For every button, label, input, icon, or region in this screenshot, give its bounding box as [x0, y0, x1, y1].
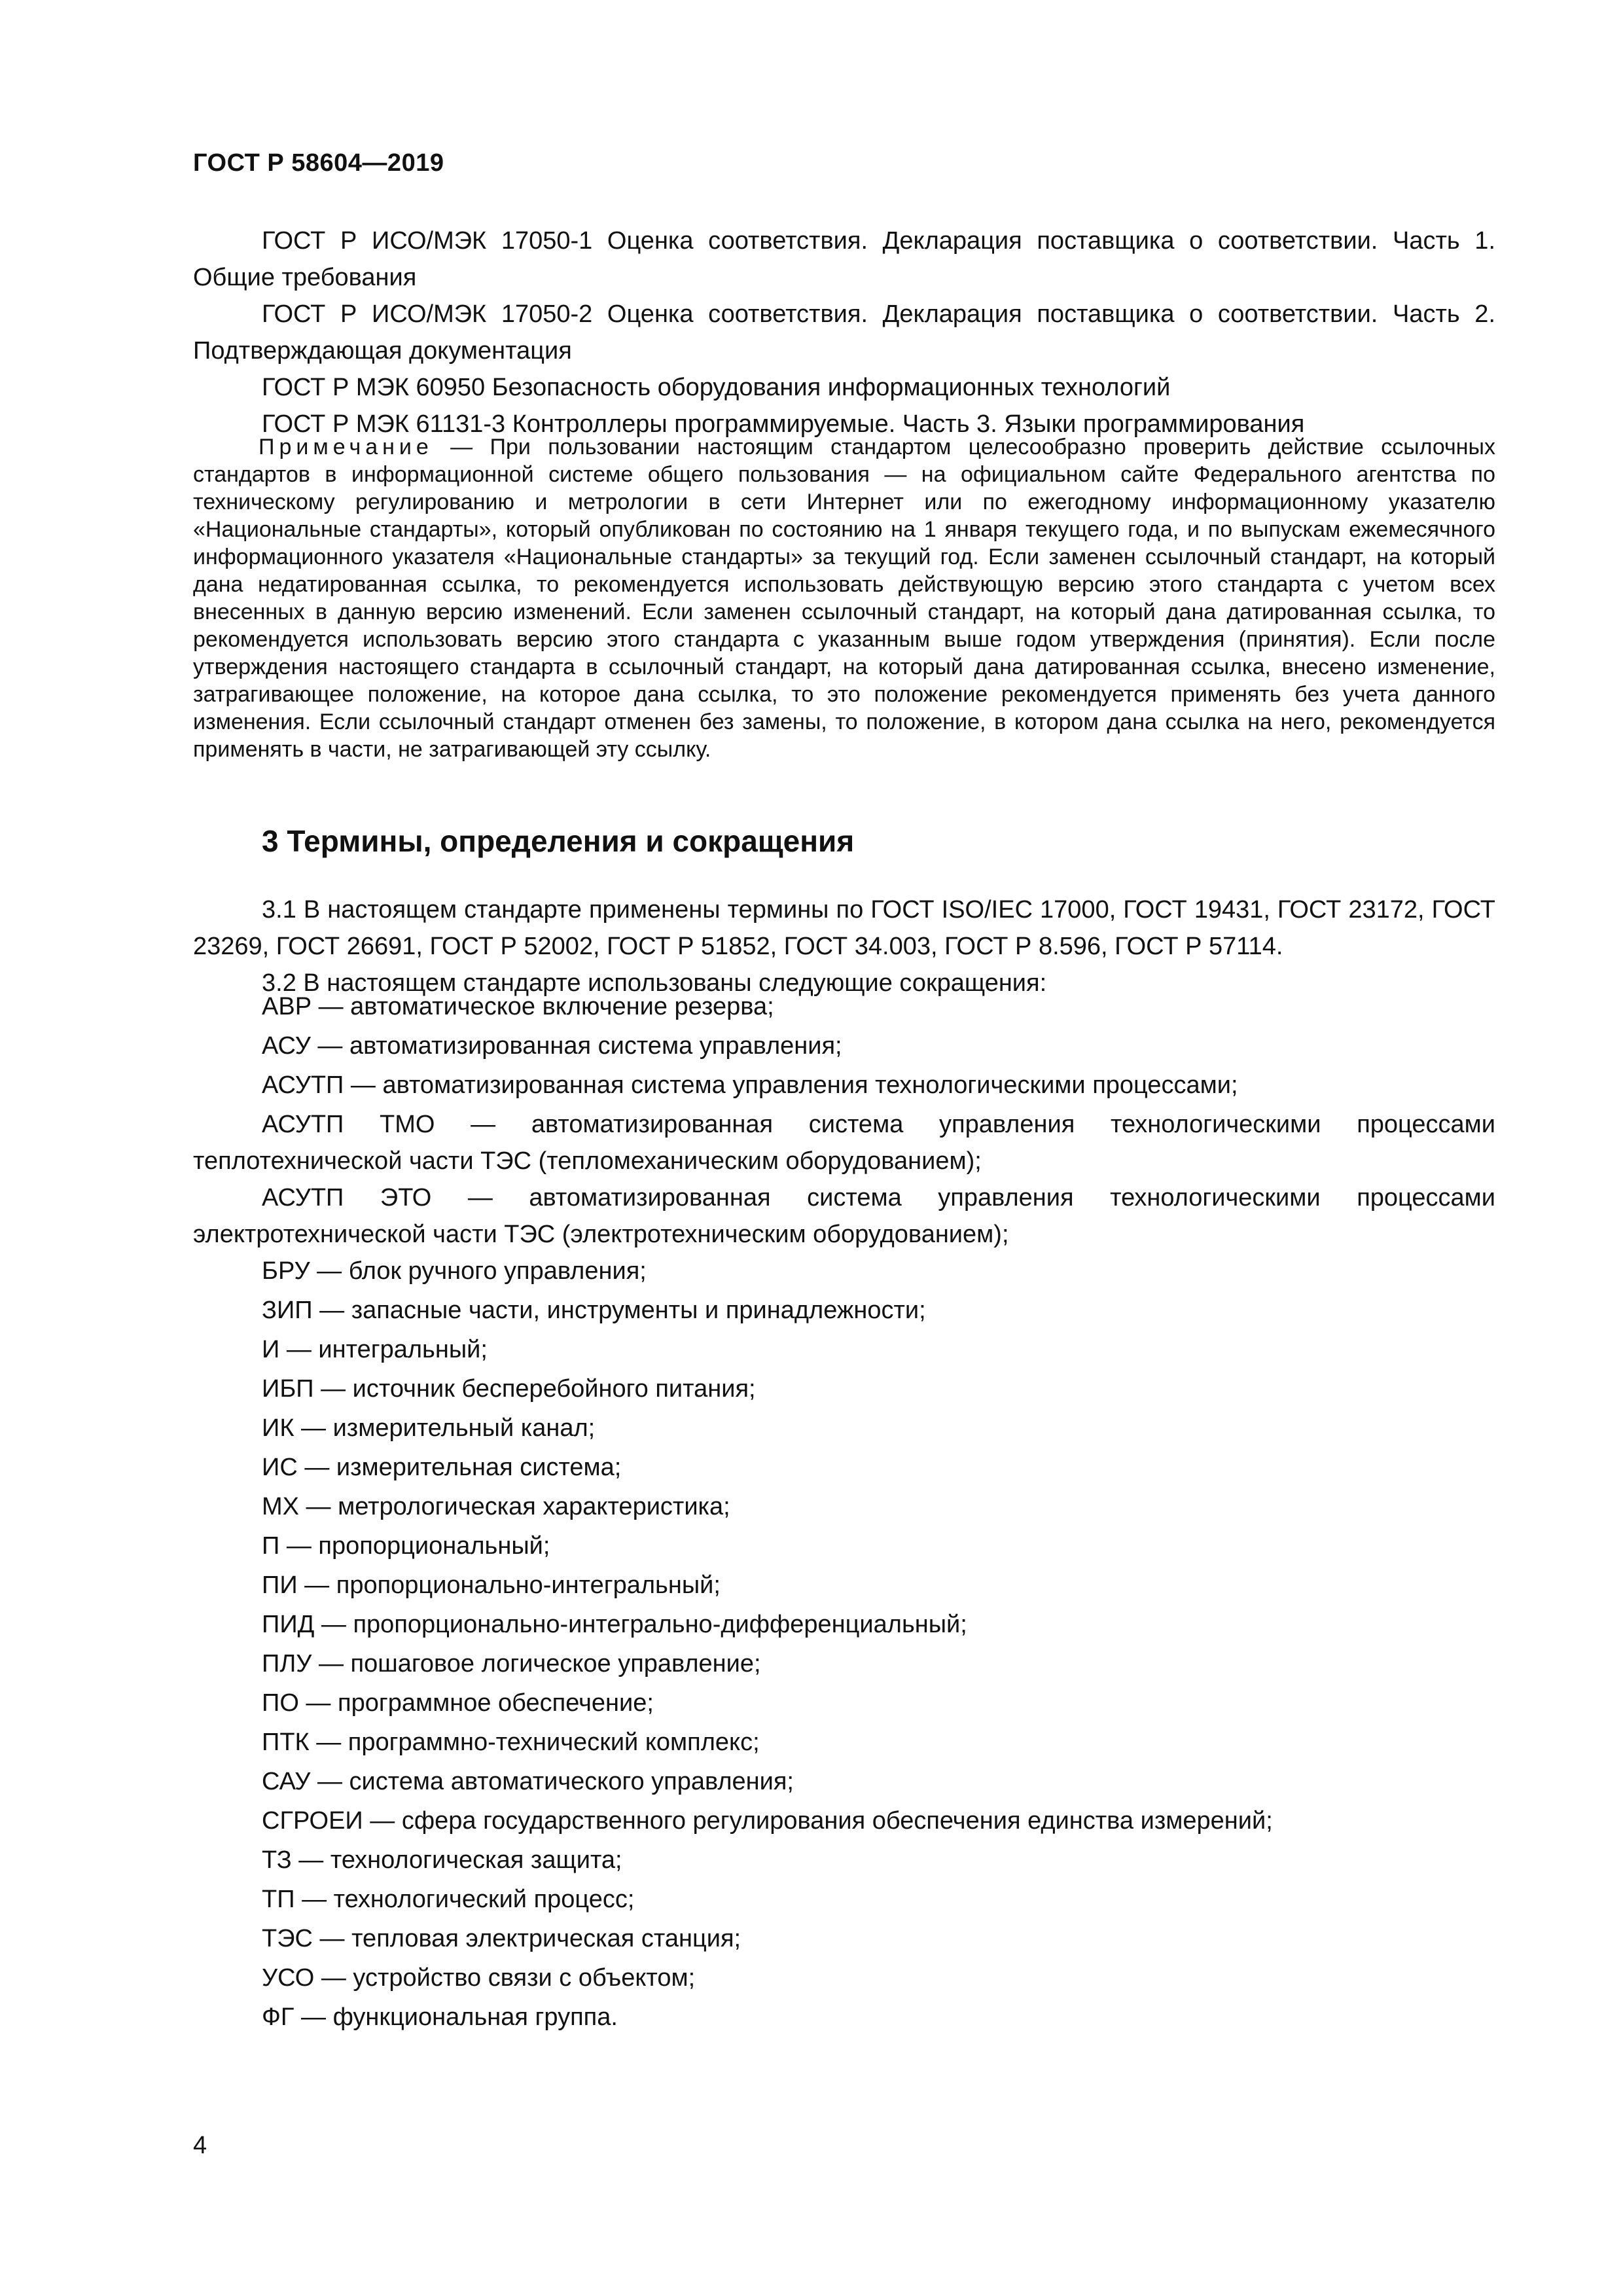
abbreviation-item: ТЭС — тепловая электрическая станция;: [262, 1925, 741, 1952]
abbreviation-item: САУ — система автоматического управления;: [262, 1768, 794, 1795]
abbreviation-item: ТЗ — технологическая защита;: [262, 1846, 622, 1874]
section-title: 3 Термины, определения и сокращения: [262, 824, 855, 858]
abbreviations-intro: 3.2 В настоящем стандарте использованы следующие сокращения:: [262, 969, 1047, 997]
terms-paragraph: 3.1 В настоящем стандарте применены термины по ГОСТ ISO/IEC 17000, ГОСТ 19431, ГОСТ 23172, ГОСТ 23269, ГОСТ 26691, ГОСТ Р 52002, ГОСТ Р 51852, ГОСТ 34.003, ГОСТ Р 8.596, ГОСТ Р 57114.: [193, 896, 1495, 960]
abbreviation-item: И — интегральный;: [262, 1336, 488, 1363]
abbreviation-item: ИБП — источник бесперебойного питания;: [262, 1375, 756, 1403]
abbreviation-item: МХ — метрологическая характеристика;: [262, 1493, 730, 1520]
abbreviation-item: ПИД — пропорционально-интегрально-дифференциальный;: [262, 1611, 967, 1638]
note-label: Примечание: [259, 435, 433, 459]
reference-item: ГОСТ Р МЭК 61131-3 Контроллеры программируемые. Часть 3. Языки программирования: [262, 410, 1305, 438]
note-paragraph: [193, 433, 1495, 763]
abbreviation-item: АСУТП — автоматизированная система управления технологическими процессами;: [262, 1071, 1238, 1099]
abbreviation-item: УСО — устройство связи с объектом;: [262, 1964, 696, 1992]
abbreviation-item: ИК — измерительный канал;: [262, 1414, 596, 1442]
abbreviations-list: [193, 988, 1495, 2038]
abbreviation-item: АСУ — автоматизированная система управления;: [262, 1032, 842, 1060]
abbreviation-item: ЗИП — запасные части, инструменты и принадлежности;: [262, 1297, 926, 1324]
note-text: — При пользовании настоящим стандартом целесообразно проверить действие ссылочных стандартов в информационной системе общего пользования — на официальном сайте Федерального агентства по техническому регулированию и метрологии в сети Интернет или по ежегодному информационному указателю «Национальные стандарты», который опубликован по состоянию на 1 января текущего года, и по выпускам ежемесячного информационного указателя «Национальные стандарты» за текущий год. Если заменен ссылочный стандарт, на который дана недатированная ссылка, то рекомендуется использовать действующую версию этого стандарта с учетом всех внесенных в данную версию изменений. Если заменен ссылочный стандарт, на который дана датированная ссылка, то рекомендуется использовать версию этого стандарта с указанным выше годом утверждения (принятия). Если после утверждения настоящего стандарта в ссылочный стандарт, на который дана датированная ссылка, внесено изменение, затрагивающее положение, на которое дана ссылка, то это положение рекомендуется применять без учета данного изменения. Если ссылочный стандарт отменен без замены, то положение, в котором дана ссылка на него, рекомендуется применять в части, не затрагивающей эту ссылку.: [193, 435, 1495, 762]
abbreviation-item: ПЛУ — пошаговое логическое управление;: [262, 1650, 761, 1677]
reference-item: ГОСТ Р ИСО/МЭК 17050-2 Оценка соответствия. Декларация поставщика о соответствии. Часть 2. Подтверждающая документация: [193, 300, 1495, 365]
abbreviation-item: ПО — программное обеспечение;: [262, 1689, 654, 1717]
abbreviation-item: ФГ — функциональная группа.: [262, 2003, 618, 2031]
abbreviation-item: П — пропорциональный;: [262, 1532, 550, 1560]
reference-item: ГОСТ Р ИСО/МЭК 17050-1 Оценка соответствия. Декларация поставщика о соответствии. Часть 1. Общие требования: [193, 227, 1495, 291]
abbreviation-item: ТП — технологический процесс;: [262, 1886, 635, 1913]
abbreviation-item: БРУ — блок ручного управления;: [262, 1257, 647, 1285]
abbreviation-item: ИС — измерительная система;: [262, 1454, 622, 1481]
reference-item: ГОСТ Р МЭК 60950 Безопасность оборудования информационных технологий: [262, 374, 1171, 401]
section-paragraphs: [193, 891, 1495, 1001]
document-id-header: ГОСТ Р 58604—2019: [193, 149, 444, 177]
abbreviation-item: АСУТП ТМО — автоматизированная система управления технологическими процессами теплотехнической части ТЭС (тепломеханическим оборудованием);: [193, 1111, 1495, 1175]
page-number: 4: [193, 2132, 207, 2159]
normative-references-list: [193, 223, 1495, 442]
abbreviation-item: СГРОЕИ — сфера государственного регулирования обеспечения единства измерений;: [262, 1807, 1273, 1835]
abbreviation-item: АВР — автоматическое включение резерва;: [262, 993, 774, 1020]
abbreviation-item: АСУТП ЭТО — автоматизированная система управления технологическими процессами электротехнической части ТЭС (электротехническим оборудованием);: [193, 1184, 1495, 1248]
abbreviation-item: ПИ — пропорционально-интегральный;: [262, 1571, 721, 1599]
abbreviation-item: ПТК — программно-технический комплекс;: [262, 1729, 760, 1756]
